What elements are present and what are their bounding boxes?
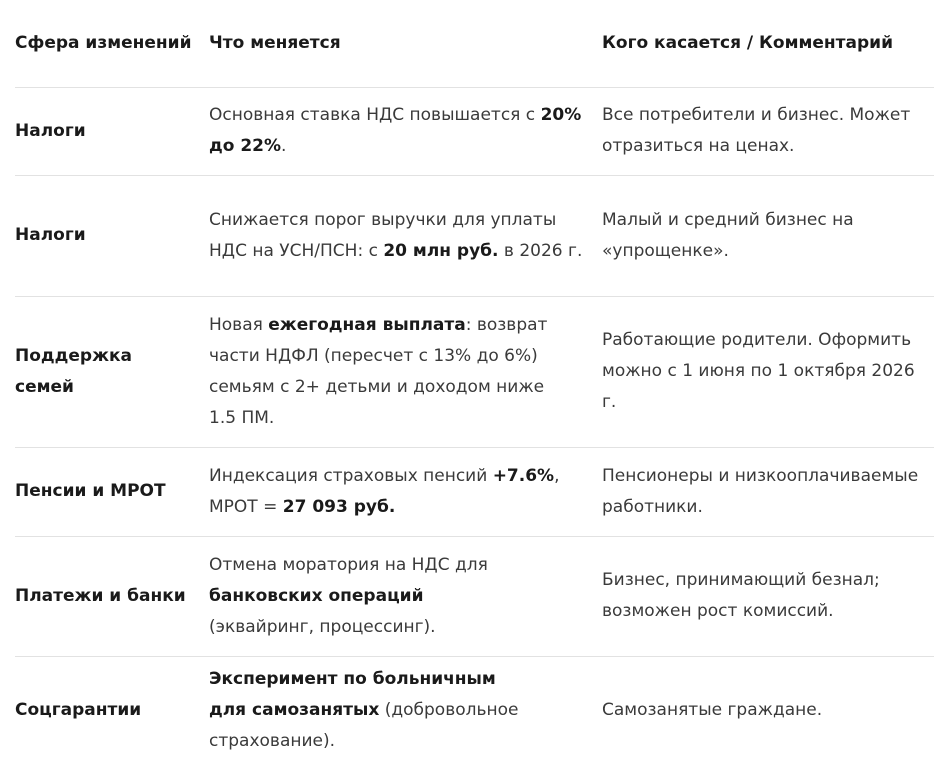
cell-who: Самозанятые граждане. xyxy=(602,699,823,720)
table-header-row xyxy=(15,0,934,87)
cell-who: Малый и средний бизнес на «упрощенке». xyxy=(602,175,934,296)
cell-what: Отмена моратория на НДС для банковских операций (эквайринг, процессинг). xyxy=(209,536,602,656)
cell-what: Индексация страховых пенсий +7.6%, МРОТ = 27 093 руб. xyxy=(209,447,602,536)
cell-who: Пенсионеры и низкооплачиваемые работники. xyxy=(602,447,934,536)
table-row xyxy=(15,175,934,296)
changes-table xyxy=(15,0,934,764)
cell-what: Снижается порог выручки для уплаты НДС на УСН/ПСН: с 20 млн руб. в 2026 г. xyxy=(209,175,602,296)
cell-what: Новая ежегодная выплата: возврат части НДФЛ (пересчет с 13% до 6%) семьям с 2+ детьми и доходом ниже 1.5 ПМ. xyxy=(209,296,602,447)
cell-what: Основная ставка НДС повышается с 20% до 22%. xyxy=(209,87,602,175)
table-row xyxy=(15,296,934,447)
cell-who: Все потребители и бизнес. Может отразиться на ценах. xyxy=(602,87,934,175)
header-sphere: Сфера изменений xyxy=(15,0,209,87)
table-row xyxy=(15,87,934,175)
cell-sphere: Налоги xyxy=(15,175,209,296)
cell-sphere: Платежи и банки xyxy=(15,536,209,656)
cell-who: Бизнес, принимающий безнал; возможен рост комиссий. xyxy=(602,536,934,656)
table-row xyxy=(15,536,934,656)
cell-sphere: Соцгарантии xyxy=(15,699,142,720)
cell-sphere: Налоги xyxy=(15,87,209,175)
cell-what: Эксперимент по больничным для самозанятых (добровольное страхование). xyxy=(209,668,519,751)
header-who: Кого касается / Комментарий xyxy=(602,0,934,87)
table-row xyxy=(15,447,934,536)
cell-sphere: Поддержка семей xyxy=(15,296,209,447)
cell-sphere: Пенсии и МРОТ xyxy=(15,447,209,536)
cell-who: Работающие родители. Оформить можно с 1 июня по 1 октября 2026 г. xyxy=(602,296,934,447)
table-row xyxy=(15,656,934,764)
header-what: Что меняется xyxy=(209,0,602,87)
